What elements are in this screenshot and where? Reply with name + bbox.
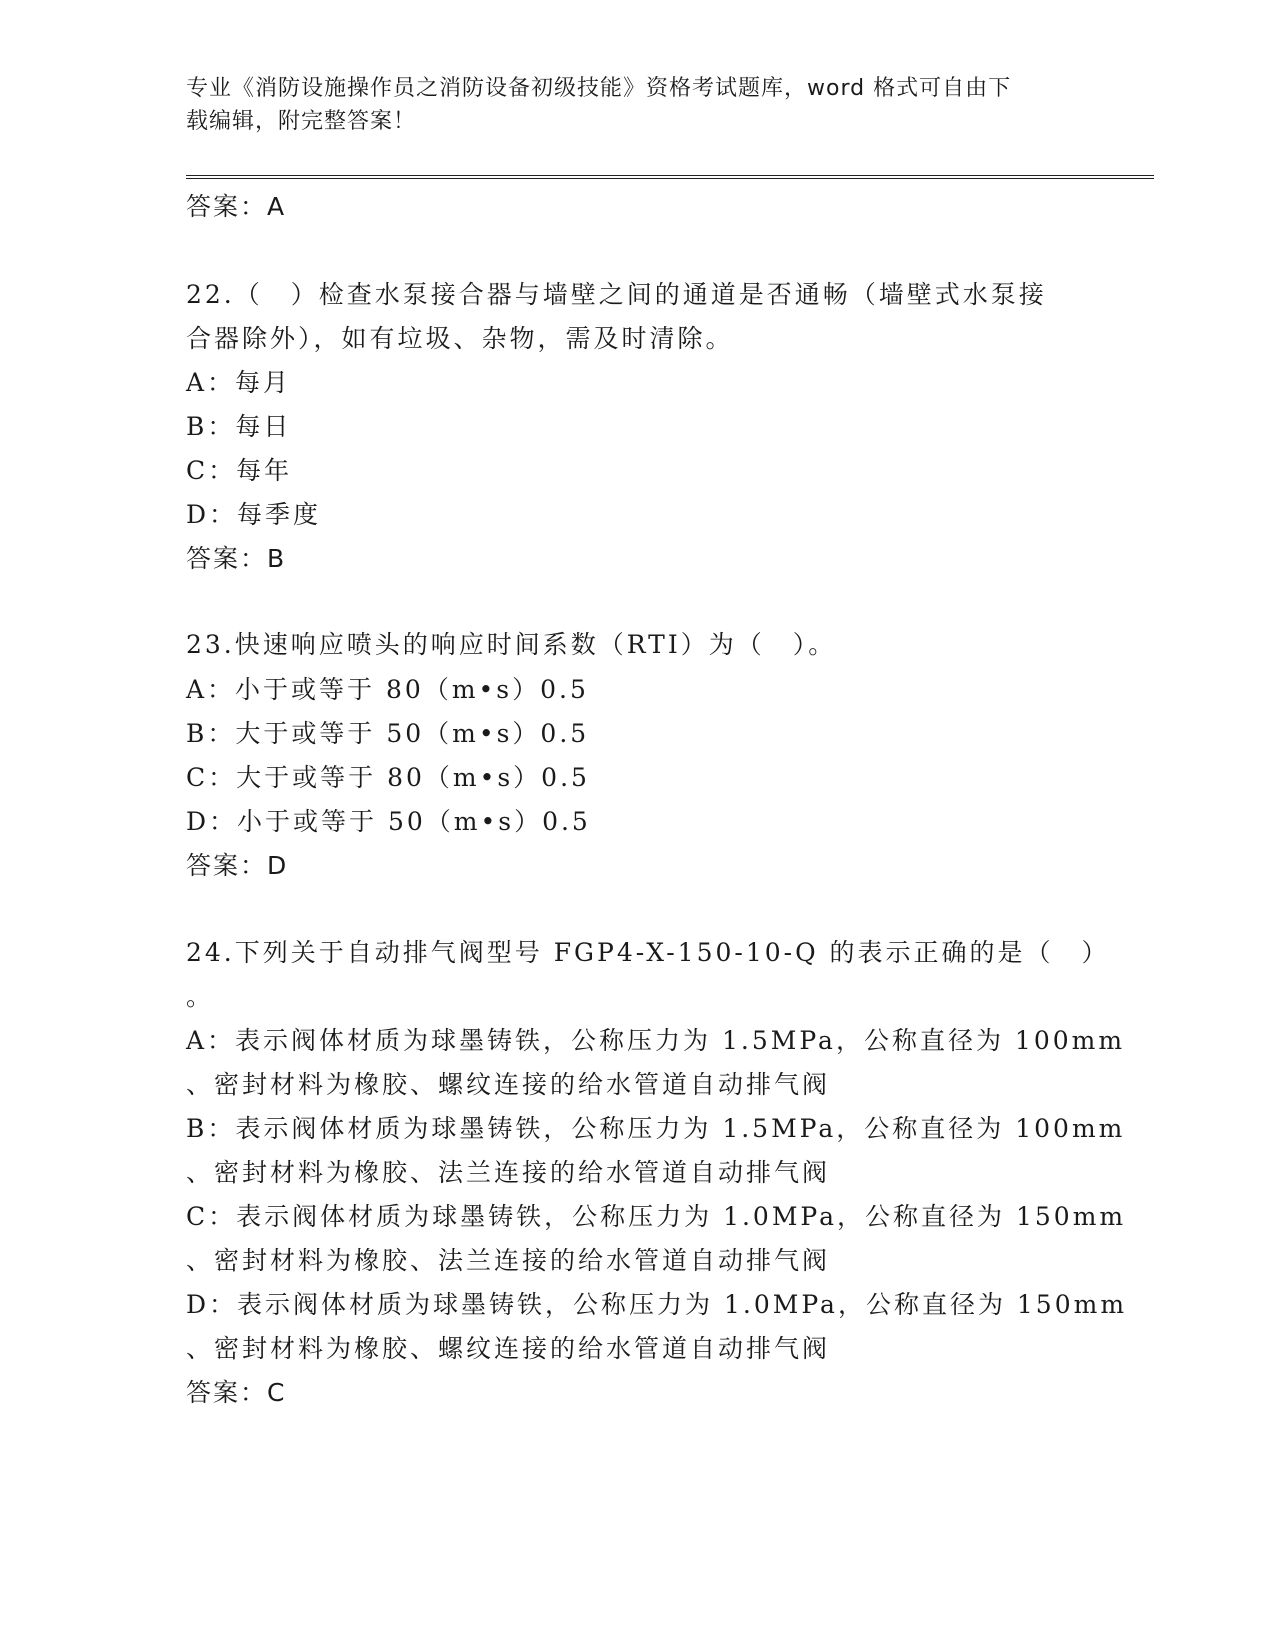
question-24-stem-line-2: 。	[186, 982, 215, 1011]
question-24-option-a-line-2: 、密封材料为橡胶、螺纹连接的给水管道自动排气阀	[186, 1070, 831, 1099]
question-24-option-b-line-2: 、密封材料为橡胶、法兰连接的给水管道自动排气阀	[186, 1158, 831, 1187]
header-line-2: 载编辑，附完整答案！	[186, 109, 417, 134]
question-22-option-c: C：每年	[186, 456, 293, 485]
header-line-1: 专业《消防设施操作员之消防设备初级技能》资格考试题库，word 格式可自由下	[186, 76, 1012, 101]
question-24-option-d-line-2: 、密封材料为橡胶、螺纹连接的给水管道自动排气阀	[186, 1334, 831, 1363]
question-23-option-c: C：大于或等于 80（m•s）0.5	[186, 763, 590, 792]
question-23-option-a: A：小于或等于 80（m•s）0.5	[186, 675, 589, 704]
question-24-option-c-line-2: 、密封材料为橡胶、法兰连接的给水管道自动排气阀	[186, 1246, 831, 1275]
question-22-stem-line-1: 22.（ ）检查水泵接合器与墙壁之间的通道是否通畅（墙壁式水泵接	[186, 280, 1047, 309]
question-24-option-b-line-1: B：表示阀体材质为球墨铸铁，公称压力为 1.5MPa，公称直径为 100mm	[186, 1114, 1126, 1143]
question-24-option-d-line-1: D：表示阀体材质为球墨铸铁，公称压力为 1.0MPa，公称直径为 150mm	[186, 1290, 1128, 1319]
question-22-option-a: A：每月	[186, 368, 292, 397]
question-24-stem-line-1: 24.下列关于自动排气阀型号 FGP4-X-150-10-Q 的表示正确的是（ ）	[186, 938, 1110, 967]
question-23-option-b: B：大于或等于 50（m•s）0.5	[186, 719, 590, 748]
answer-21: 答案：A	[186, 192, 287, 221]
question-22-stem-line-2: 合器除外），如有垃圾、杂物，需及时清除。	[186, 324, 734, 353]
question-24-option-a-line-1: A：表示阀体材质为球墨铸铁，公称压力为 1.5MPa，公称直径为 100mm	[186, 1026, 1126, 1055]
answer-24: 答案：C	[186, 1378, 287, 1407]
question-23-stem-line-1: 23.快速响应喷头的响应时间系数（RTI）为（ ）。	[186, 630, 837, 659]
question-24-option-c-line-1: C：表示阀体材质为球墨铸铁，公称压力为 1.0MPa，公称直径为 150mm	[186, 1202, 1127, 1231]
question-22-option-b: B：每日	[186, 412, 292, 441]
answer-22: 答案：B	[186, 544, 287, 573]
question-23-option-d: D：小于或等于 50（m•s）0.5	[186, 807, 591, 836]
answer-23: 答案：D	[186, 851, 289, 880]
question-22-option-d: D：每季度	[186, 500, 322, 529]
document-header	[186, 72, 1066, 138]
header-divider	[186, 175, 1154, 179]
